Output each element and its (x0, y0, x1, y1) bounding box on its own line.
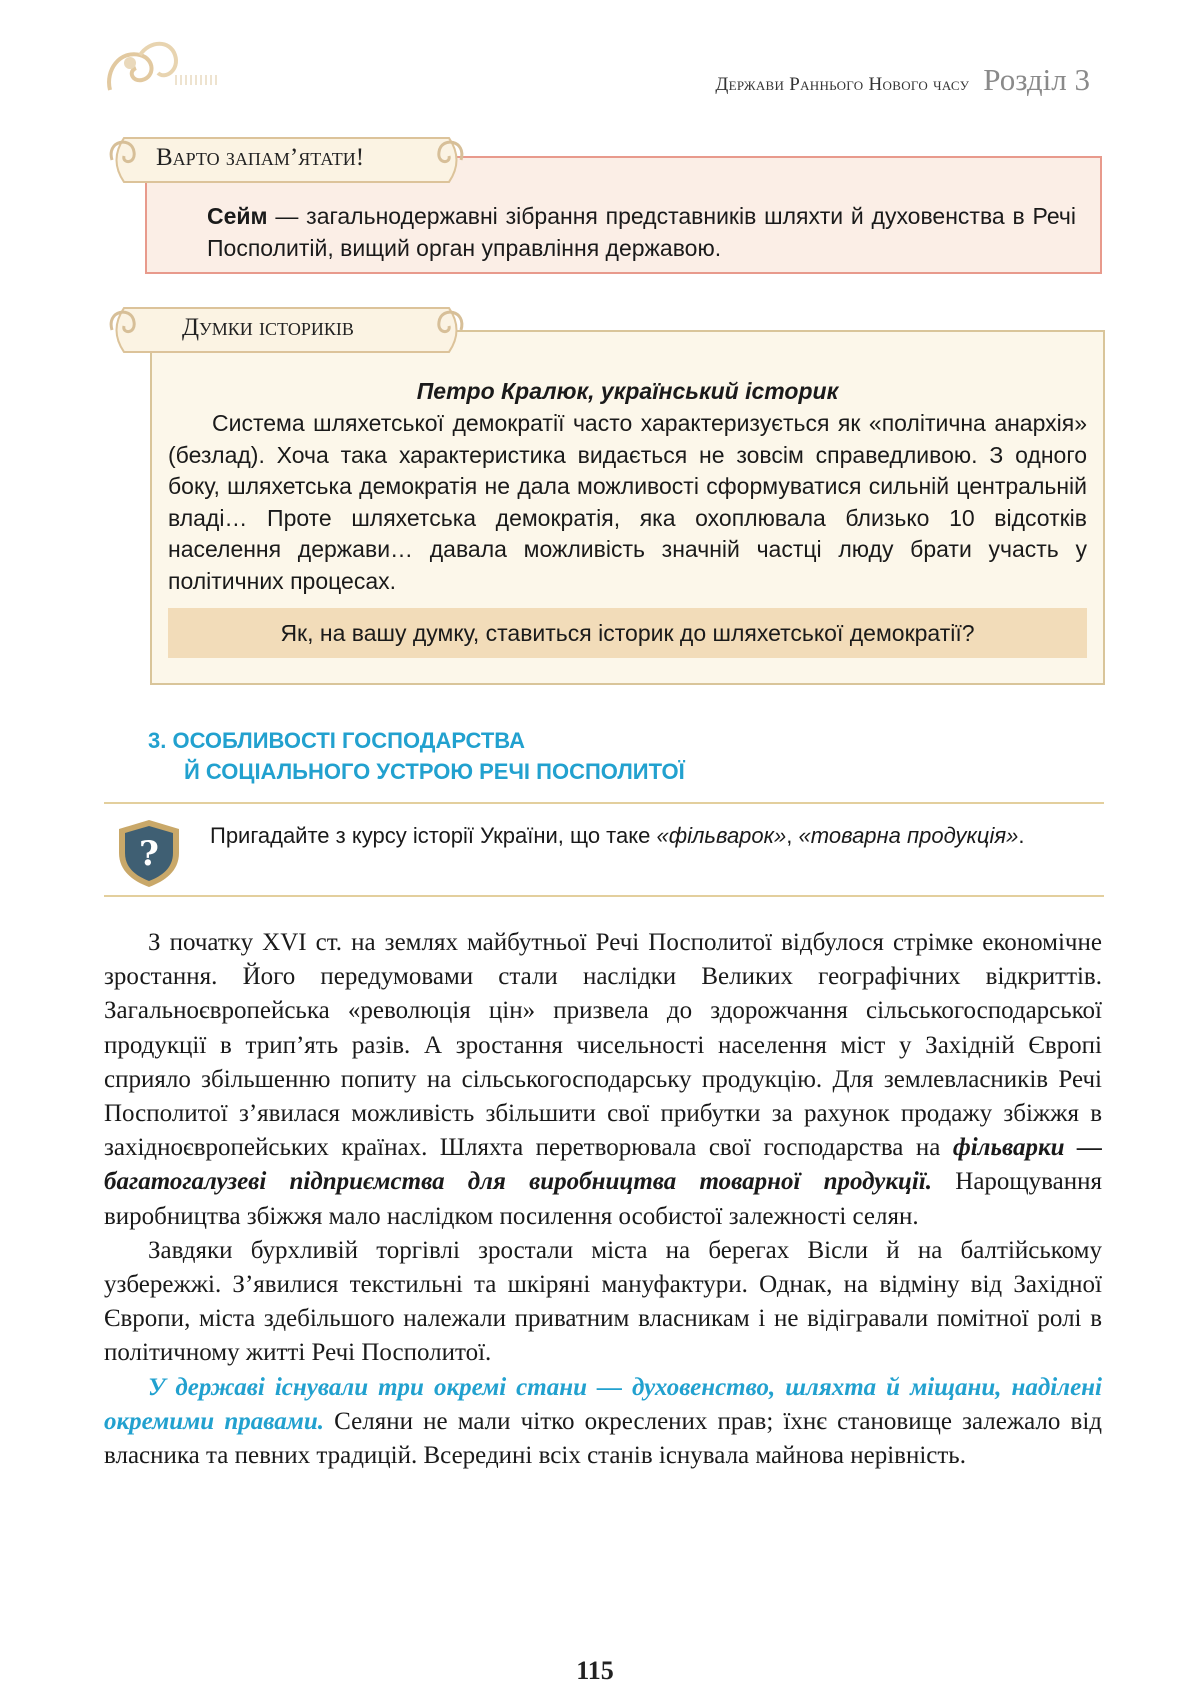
historians-ribbon (104, 300, 469, 360)
historians-ribbon-label: Думки істориків (182, 314, 354, 341)
historians-box (150, 330, 1105, 685)
question-shield-icon (115, 817, 183, 889)
section-heading-line2: Й СОЦІАЛЬНОГО УСТРОЮ РЕЧІ ПОСПОЛИТОЇ (184, 759, 685, 784)
recall-text (210, 820, 1098, 851)
historian-question: Як, на вашу думку, ставиться історик до шляхетської демократії? (168, 608, 1087, 658)
remember-definition (207, 200, 1076, 264)
recall-text-before: Пригадайте з курсу історії України, що таке (210, 823, 657, 848)
p1-definition-filvarky: фільварки — багатогалузеві підприємства для виробництва товарної продукції. (104, 1134, 1102, 1196)
recall-rule-bottom (104, 895, 1104, 897)
p1-text-c: Нарощування виробництва збіжжя мало наслідком посилення особистої залежності селян. (104, 1168, 1102, 1230)
p1-text-a: З початку XVI ст. на землях майбутньої Речі Посполитої відбулося стрімке економічне зростання. Його передумовами стали наслідки Великих географічних відкриттів. Загальноєвропейська «революція цін» призвела до здорожчання сільськогосподарської продукції в трип’ять разів. А зростання чисельності населення міст у Західній Європі сприяло збільшенню попиту на сільськогосподарську продукцію. Для землевласників Речі Посполитої з’явилася можливість збільшити свої прибутки за рахунок продажу збіжжя в західноєвропейських країнах. Шляхта перетворювала свої господарства на (104, 929, 1102, 1162)
historian-quote: Система шляхетської демократії часто характеризується як «політична анархія» (безлад). Хоча така характеристика видається не зовсім справедливою. З одного боку, шляхетська демократія не дала можливості сформуватися сильній центральній владі… Проте шляхетська демократія, яка охоплювала близько 10 відсотків населення держави… давала можливість значній частці люду брати участь у політичних процесах. (168, 410, 1087, 594)
recall-text-after: . (1018, 823, 1025, 848)
term-sejm: Сейм (207, 203, 268, 229)
svg-text:?: ? (139, 834, 159, 874)
page-number: 115 (576, 1656, 614, 1685)
historian-author: Петро Кралюк, український історик (416, 378, 839, 404)
remember-ribbon-label: Варто запам’ятати! (156, 144, 365, 171)
p3-text-b: Селяни не мали чітко окреслених прав; їхнє становище залежало від власника та певних традицій. Всередині всіх станів існувала майнова нерівність. (104, 1407, 1103, 1470)
recall-sep: , (786, 823, 799, 848)
paragraph-1 (104, 926, 1102, 1234)
paragraph-3 (104, 1371, 1102, 1474)
paragraph-2: Завдяки бурхливій торгівлі зростали міста на берегах Вісли й на балтійському узбережжі. З’явилися текстильні та шкіряні мануфактури. Однак, на відміну від Західної Європи, міста здебільшого належали приватним власникам і не відігравали помітної ролі в політичному житті Речі Посполитої. (104, 1236, 1102, 1367)
floral-ornament-icon (100, 35, 220, 105)
main-text (104, 926, 1102, 1473)
section-heading (148, 725, 685, 787)
recall-term-product: «товарна продукція» (798, 823, 1019, 848)
recall-term-filvarok: «фільварок» (656, 823, 787, 848)
recall-rule-top (104, 802, 1104, 804)
chapter-label: Розділ 3 (983, 62, 1090, 97)
running-head (715, 62, 1090, 98)
section-heading-line1: 3. ОСОБЛИВОСТІ ГОСПОДАРСТВА (148, 728, 525, 753)
p3-highlight: У державі існували три окремі стани — духовенство, шляхта й міщани, наділені окремими правами. (104, 1373, 1102, 1435)
definition-text: — загальнодержавні зібрання представників шляхти й духовенства в Речі Посполитій, вищий орган управління державою. (207, 203, 1076, 261)
remember-ribbon (104, 130, 469, 190)
running-head-title: Держави Раннього Нового часу (715, 74, 970, 95)
